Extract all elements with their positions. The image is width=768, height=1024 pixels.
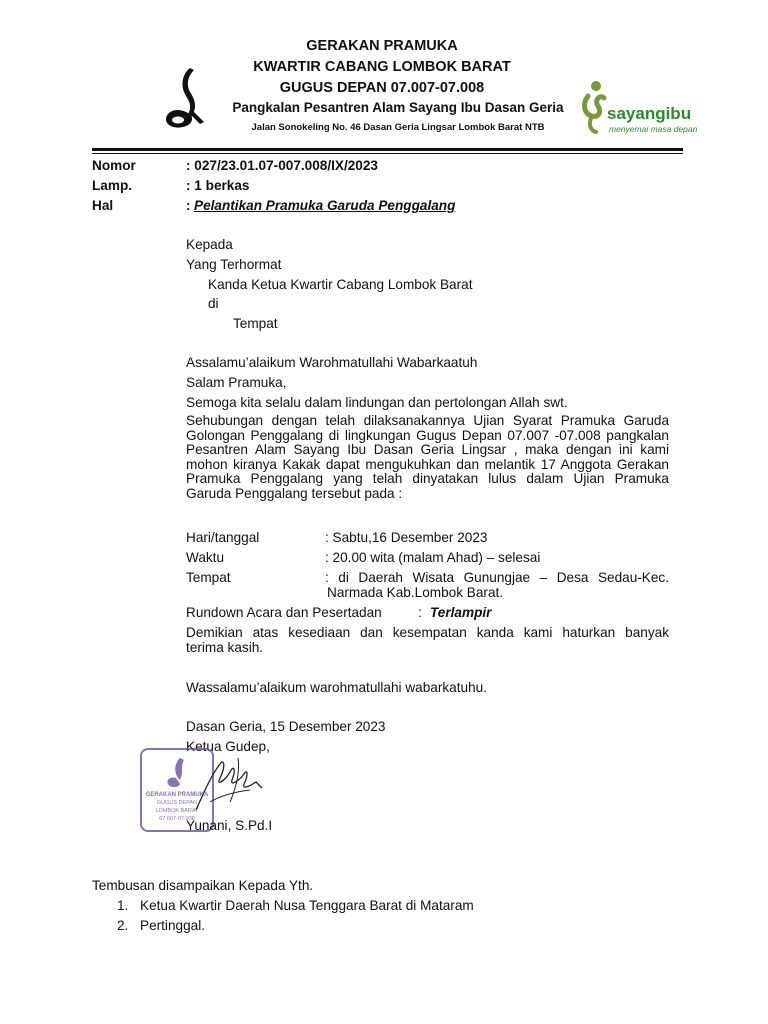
kwartir-name: KWARTIR CABANG LOMBOK BARAT	[253, 59, 511, 75]
hal-value: Pelantikan Pramuka Garuda Penggalang	[194, 198, 456, 213]
cc-item-number: 2.	[117, 918, 129, 933]
place-date: Dasan Geria, 15 Desember 2023	[186, 719, 386, 734]
stamp-line: GUGUS DEPAN	[156, 800, 198, 806]
stamp-line: LOMBOK BARAT	[155, 808, 199, 814]
gugus-depan: GUGUS DEPAN 07.007-07.008	[279, 80, 485, 96]
signer-role: Ketua Gudep,	[186, 739, 270, 754]
lamp-value: : 1 berkas	[186, 178, 250, 193]
salam-pramuka: Salam Pramuka,	[186, 375, 287, 390]
waktu-label: Waktu	[186, 550, 225, 565]
kepada: Kepada	[186, 237, 233, 252]
p1-line: mohon kiranya Kakak dapat mengukuhkan dan melantik 17 Anggota Gerakan	[186, 456, 669, 472]
hal-colon: :	[186, 198, 191, 213]
rundown-label: Rundown Acara dan Pesertadan	[186, 605, 382, 620]
hari-label: Hari/tanggal	[186, 530, 260, 545]
tempat-value-1: : di Daerah Wisata Gunungjae – Desa Sedau-Kec.	[325, 570, 669, 585]
penutup-line: Demikian atas kesediaan dan kesempatan kanda kami haturkan banyak	[186, 625, 669, 640]
cc-item-number: 1.	[117, 898, 129, 913]
cc-item-text: Pertinggal.	[140, 918, 205, 933]
p1-line: Pramuka Penggalang yang telah dinyatakan lulus dalam Ujian Pramuka	[186, 471, 669, 486]
paragraph-penutup	[186, 626, 669, 655]
hari-value: : Sabtu,16 Desember 2023	[325, 530, 488, 545]
tempat-value-2: Narmada Kab.Lombok Barat.	[327, 585, 504, 600]
handwritten-signature-icon	[190, 752, 270, 814]
p1-line: Garuda Penggalang tersebut pada :	[186, 485, 403, 501]
header-rule-thin	[92, 153, 683, 154]
address: Jalan Sonokeling No. 46 Dasan Geria Lingsar Lombok Barat NTB	[251, 122, 545, 133]
penutup-line: terima kasih.	[186, 639, 264, 655]
yang-terhormat: Yang Terhormat	[186, 257, 282, 272]
recipient-di: di	[208, 296, 219, 311]
p1-line: Pesantren Alam Sayang Ibu Dasan Geria Lingsar , maka dengan ini kami	[186, 442, 669, 457]
cc-title: Tembusan disampaikan Kepada Yth.	[92, 878, 314, 893]
header-rule-thick	[92, 148, 683, 151]
rundown-value: Terlampir	[430, 605, 492, 620]
signer-name: Yunani, S.Pd.I	[186, 818, 273, 833]
recipient-name: Kanda Ketua Kwartir Cabang Lombok Barat	[208, 277, 473, 292]
paragraph-sehubungan	[186, 414, 669, 501]
sayangibu-logo-tagline: menyemai masa depan	[609, 124, 698, 134]
tempat-label: Tempat	[186, 570, 231, 585]
recipient-tempat: Tempat	[233, 316, 278, 331]
pangkalan: Pangkalan Pesantren Alam Sayang Ibu Dasan Geria	[232, 100, 564, 115]
sayangibu-logo-text: sayangibu	[607, 104, 692, 123]
waktu-value: : 20.00 wita (malam Ahad) – selesai	[325, 550, 541, 565]
salam-penutup: Wassalamu’alaikum warohmatullahi wabarkatuhu.	[186, 680, 487, 695]
stamp-line: GERAKAN PRAMUKA	[145, 792, 209, 798]
doa: Semoga kita selalu dalam lindungan dan pertolongan Allah swt.	[186, 395, 568, 410]
nomor-label: Nomor	[92, 158, 136, 173]
stamp-line: 07.007-07.008	[159, 816, 195, 822]
cc-item-text: Ketua Kwartir Daerah Nusa Tenggara Barat di Mataram	[140, 898, 474, 913]
p1-line: Sehubungan dengan telah dilaksanakannya Ujian Syarat Pramuka Garuda	[186, 413, 669, 428]
org-name: GERAKAN PRAMUKA	[306, 38, 458, 54]
lamp-label: Lamp.	[92, 178, 133, 193]
rundown-colon: :	[418, 605, 422, 620]
p1-line: Golongan Penggalang di lingkungan Gugus Depan 07.007 -07.008 pangkalan	[186, 427, 669, 443]
nomor-value: : 027/23.01.07-007.008/IX/2023	[186, 158, 378, 173]
salam-pembuka: Assalamu’alaikum Warohmatullahi Wabarkaatuh	[186, 355, 478, 370]
hal-label: Hal	[92, 198, 114, 213]
